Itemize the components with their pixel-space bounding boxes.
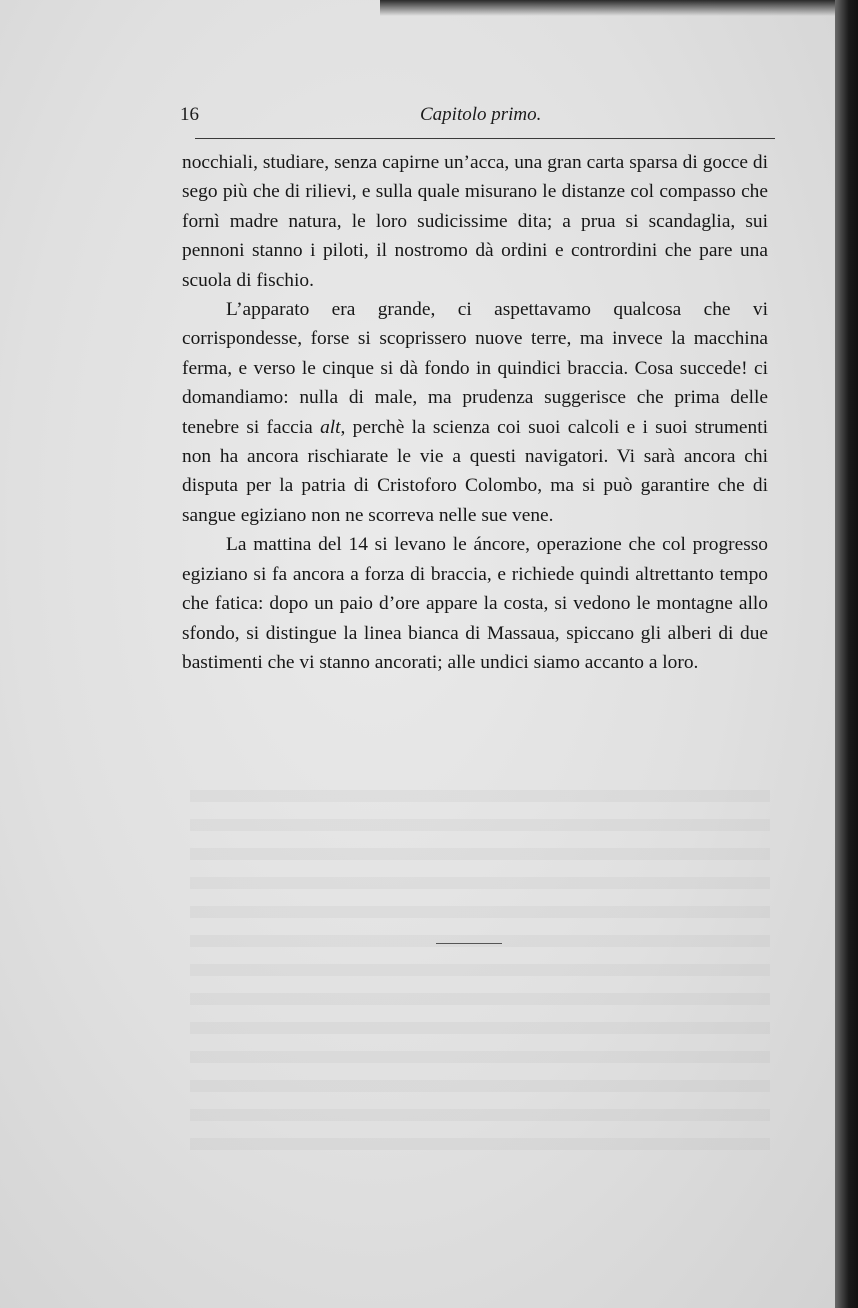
paragraph-2 <box>182 295 768 530</box>
paragraph-2-text-b: , perchè la scienza coi suoi calcoli e i suoi strumenti non ha ancora rischiarate le vie a questi navigatori. Vi sarà ancora chi disputa per la patria di Cristoforo Colombo, ma si può garantire che di sangue egiziano non ne scorreva nelle sue vene. <box>182 416 768 526</box>
page-number: 16 <box>180 104 199 125</box>
paragraph-2-text-a: L’apparato era grande, ci aspettavamo qualcosa che vi corrispondesse, forse si scoprissero nuove terre, ma invece la macchina ferma, e verso le cinque si dà fondo in quindici braccia. Cosa succede! ci domandiamo: nulla di male, ma prudenza suggerisce che prima delle tenebre si faccia <box>182 299 768 438</box>
scan-top-shadow <box>380 0 858 16</box>
section-end-rule <box>436 943 502 944</box>
paragraph-3: La mattina del 14 si levano le áncore, operazione che col progresso egiziano si fa ancora a forza di braccia, e richiede quindi altrettanto tempo che fatica: dopo un paio d’ore appare la costa, si vedono le montagne allo sfondo, si distingue la linea bianca di Massaua, spiccano gli alberi di due bastimenti che vi stanno ancorati; alle undici siamo accanto a loro. <box>182 534 768 673</box>
paragraph-2-italic: alt <box>320 416 341 438</box>
show-through-text <box>190 790 770 1150</box>
paragraph-1: nocchiali, studiare, senza capirne un’acca, una gran carta sparsa di gocce di sego più che di rilievi, e sulla quale misurano le distanze col compasso che fornì madre natura, le loro sudicissime dita; a prua si scandaglia, sui pennoni stanno i piloti, il nostromo dà ordini e contrordini che pare una scuola di fischio. <box>182 152 768 291</box>
body-text <box>182 148 768 677</box>
running-head: Capitolo primo. <box>420 104 542 125</box>
scan-edge-shadow <box>835 0 858 1308</box>
header-rule <box>195 138 775 139</box>
page-header <box>180 100 775 130</box>
